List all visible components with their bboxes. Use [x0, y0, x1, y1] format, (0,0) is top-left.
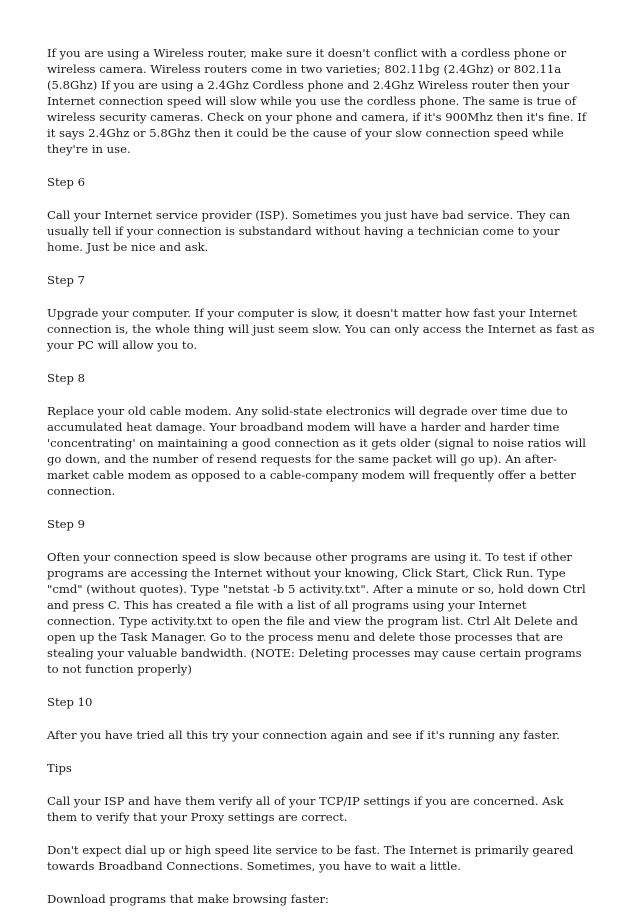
step-heading: Step 7: [47, 273, 85, 287]
step-heading: Step 6: [47, 175, 85, 189]
step-text: Call your Internet service provider (ISP). Sometimes you just have bad service. They can usually tell if your connection is substandard without having a technician come to your home. Just be nice and ask.: [47, 208, 571, 254]
step-text: After you have tried all this try your connection again and see if it's running any faster.: [47, 728, 560, 742]
tip-item: Call your ISP and have them verify all of your TCP/IP settings if you are concerned. Ask them to verify that your Proxy settings are correct.: [47, 794, 564, 824]
step-text: Often your connection speed is slow because other programs are using it. To test if other programs are accessing the Internet without your knowing, Click Start, Click Run. Type "cmd" (without quotes). Type "netstat -b 5 activity.txt". After a minute or so, hold down Ctrl and press C. This has created a file with a list of all programs using your Internet connection. Type activity.txt to open the file and view the program list. Ctrl Alt Delete and open up the Task Manager. Go to the process menu and delete those processes that are stealing your valuable bandwidth. (NOTE: Deleting processes may cause certain programs to not function properly): [47, 550, 586, 676]
step-9-section: [47, 516, 595, 677]
step-10-section: [47, 694, 595, 743]
tip-item: Don't expect dial up or high speed lite service to be fast. The Internet is primarily geared towards Broadband Connections. Sometimes, you have to wait a little.: [47, 843, 574, 873]
step-8-section: [47, 370, 595, 499]
tips-heading: Tips: [47, 761, 72, 775]
step-heading: Step 9: [47, 517, 85, 531]
document-page: [47, 45, 595, 924]
step-heading: Step 8: [47, 371, 85, 385]
step-6-section: [47, 174, 595, 255]
step-text: Replace your old cable modem. Any solid-state electronics will degrade over time due to accumulated heat damage. Your broadband modem will have a harder and harder time 'concentrating' on maintaining a good connection as it gets older (signal to noise ratios will go down, and the number of resend requests for the same packet will go up). An after-market cable modem as opposed to a cable-company modem will frequently offer a better connection.: [47, 404, 586, 498]
step-heading: Step 10: [47, 695, 93, 709]
intro-paragraph: If you are using a Wireless router, make sure it doesn't conflict with a cordless phone or wireless camera. Wireless routers come in two varieties; 802.11bg (2.4Ghz) or 802.11a (5.8Ghz) If you are using a 2.4Ghz Cordless phone and 2.4Ghz Wireless router then your Internet connection speed will slow while you use the cordless phone. The same is true of wireless security cameras. Check on your phone and camera, if it's 900Mhz then it's fine. If it says 2.4Ghz or 5.8Ghz then it could be the cause of your slow connection speed while they're in use.: [47, 46, 587, 156]
step-text: Upgrade your computer. If your computer is slow, it doesn't matter how fast your Internet connection is, the whole thing will just seem slow. You can only access the Internet as fast as your PC will allow you to.: [47, 306, 595, 352]
tips-section: [47, 760, 595, 907]
tip-item: Download programs that make browsing faster:: [47, 892, 329, 906]
step-7-section: [47, 272, 595, 353]
